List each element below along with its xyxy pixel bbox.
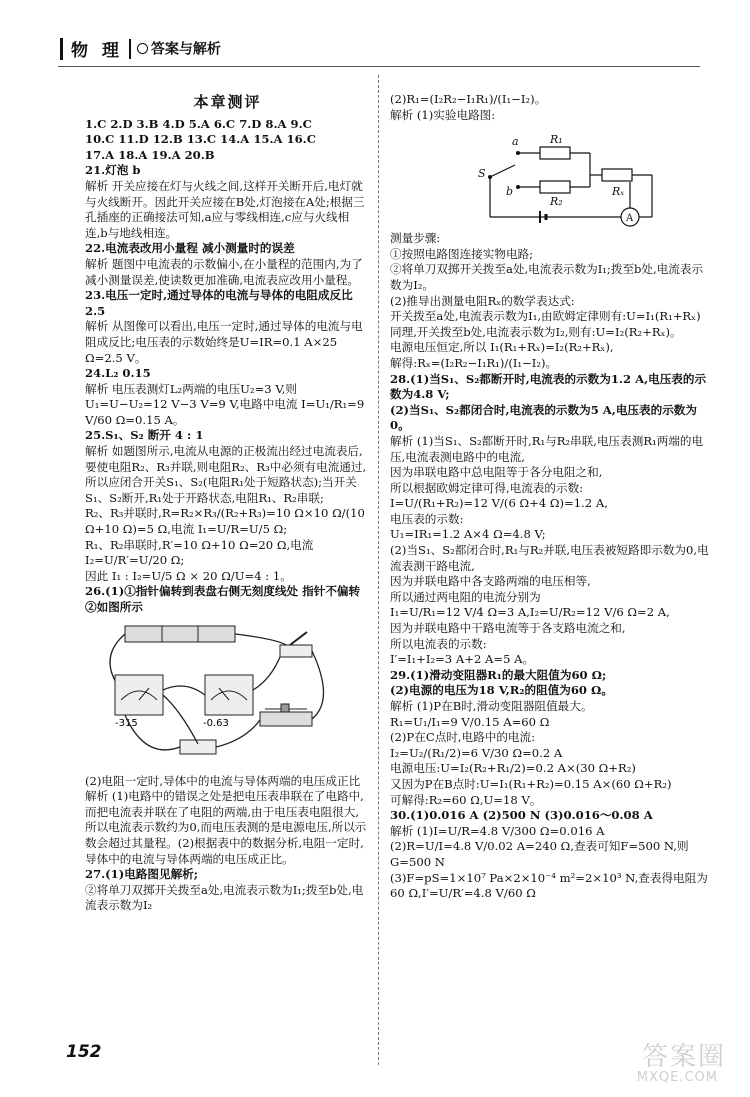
ammeter-icon (205, 675, 253, 715)
terminal-b-label: b (506, 185, 514, 199)
q29-explanation: 解析 (1)P在B时,滑动变阻器阻值最大。 (390, 699, 593, 713)
experiment-wiring-figure (85, 620, 355, 770)
derive-heading: (2)推导出测量电阻Rₓ的数学表达式: (390, 293, 575, 308)
header-bar (60, 38, 63, 60)
q29-result: 可解得:R₂=60 Ω,U=18 V。 (390, 792, 542, 807)
running-header (60, 36, 700, 64)
chapter-review-title: 本章测评 (193, 93, 262, 111)
q21-explanation: 解析 开关应接在灯与火线之间,这样开关断开后,电灯就与火线断开。因此开关应接在B处,灯泡接在A处;根据三孔插座的正确接法可知,a应与零线相连,c应与火线相连,b与地线相连。 (85, 178, 365, 240)
q22-answer: 22.电流表改用小量程 减小测量时的误差 (85, 241, 295, 256)
q27-explanation-heading: 解析 (1)实验电路图: (390, 107, 496, 122)
q30-explanation-2: (2)R=U/I=4.8 V/0.02 A=240 Ω,查表可知F=500 N,则G=500 N (390, 839, 689, 869)
q22-explanation: 解析 题图中电流表的示数偏小,在小量程的范围内,为了减小测量误差,使读数更加准确,电流表应改用小量程。 (85, 256, 363, 287)
page-number: 152 (66, 1042, 102, 1062)
q29-formula: I₂=U₂/(R₁/2)=6 V/30 Ω=0.2 A (390, 745, 563, 760)
measure-step-2: ②将单刀双掷开关拨至a处,电流表示数为I₁;拨至b处,电流表示数为I₂。 (390, 262, 704, 292)
measure-step-1: ①按照电路图连接实物电路; (390, 246, 534, 261)
ammeter-terminal-label: -0.63 (203, 717, 229, 729)
derive-equal: 电源电压恒定,所以 I₁(R₁+Rₓ)=I₂(R₂+Rₓ), (390, 340, 614, 355)
q27-step: ②将单刀双掷开关拨至a处,电流表示数为I₁;拨至b处,电流表示数为I₂ (85, 882, 364, 913)
ammeter-a-label: A (626, 213, 634, 225)
q30-explanation-1: 解析 (1)I=U/R=4.8 V/300 Ω=0.016 A (390, 823, 605, 838)
q29-line: (2)P在C点时,电路中的电流: (390, 730, 536, 745)
right-column (390, 92, 710, 902)
q24-answer: 24.L₂ 0.15 (85, 366, 151, 381)
answers-line-1: 1.C 2.D 3.B 4.D 5.A 6.C 7.D 8.A 9.C (85, 116, 312, 131)
q26-explanation: 解析 (1)电路中的错误之处是把电压表串联在了电路中,而把电流表并联在了电阻的两端,由于电压表电阻很大,所以电流表示数约为0,而电压表测的是电源电压,所以示数会超过其量程。(2)根据表中的数据分析,电阻一定时,导体中的电流与导体两端的电压成正比。 (85, 789, 367, 866)
answers-line-2: 10.C 11.D 12.B 13.C 14.A 15.A 16.C (85, 132, 316, 147)
q28-line: (2)当S₁、S₂都闭合时,R₁与R₂并联,电压表被短路即示数为0,电流表测干路电流, (390, 543, 709, 573)
answers-line-3: 17.A 18.A 19.A 20.B (85, 147, 215, 162)
q28-formula: I₁=U/R₁=12 V/4 Ω=3 A,I₂=U/R₂=12 V/6 Ω=2 A, (390, 605, 670, 620)
q27-formula: (2)R₁=(I₂R₂−I₁R₁)/(I₁−I₂)。 (390, 92, 547, 106)
watermark-logo: 答案圈 (641, 1042, 726, 1072)
q28-formula: I=U/(R₁+R₂)=12 V/(6 Ω+4 Ω)=1.2 A, (390, 496, 608, 511)
experiment-circuit-diagram (390, 127, 690, 227)
q28-line: 所以通过两电阻的电流分别为 (390, 589, 541, 604)
q23-answer: 23.电压一定时,通过导体的电流与导体的电阻成反比 2.5 (85, 288, 353, 318)
q28-answer-1: 28.(1)当S₁、S₂都断开时,电流表的示数为1.2 A,电压表的示数为4.8 V; (390, 371, 707, 402)
resistor-r2-label: R₂ (550, 195, 563, 209)
q28-formula: I′=I₁+I₂=3 A+2 A=5 A。 (390, 652, 535, 667)
switch-icon (280, 632, 312, 657)
header-subject: 物 理 (71, 41, 123, 61)
q28-line: 电压表的示数: (390, 511, 464, 526)
resistor-icon (180, 740, 216, 754)
q29-answer-2: (2)电源的电压为18 V,R₂的阻值为60 Ω。 (390, 683, 613, 698)
q28-answer-2: (2)当S₁、S₂都闭合时,电流表的示数为5 A,电压表的示数为0。 (390, 402, 697, 433)
terminal-a-label: a (512, 135, 519, 149)
q26-answer: 26.(1)①指针偏转到表盘右侧无刻度线处 指针不偏转 ②如图所示 (85, 584, 361, 614)
measure-steps-heading: 测量步骤: (390, 231, 441, 246)
rheostat-icon (260, 704, 312, 726)
q25-ratio: 因此 I₁ : I₂=U/5 Ω × 20 Ω/U=4 : 1。 (85, 568, 292, 583)
battery-icon (125, 626, 235, 642)
q27-answer: 27.(1)电路图见解析; (85, 867, 199, 882)
q29-answer-1: 29.(1)滑动变阻器R₁的最大阻值为60 Ω; (390, 667, 607, 682)
column-divider (378, 75, 379, 1065)
header-section: 答案与解析 (150, 41, 221, 58)
derive-b: 同理,开关拨至b处,电流表示数为I₂,则有:U=I₂(R₂+Rₓ)。 (390, 324, 682, 339)
q25-parallel: R₂、R₃并联时,R=R₂×R₃/(R₂+R₃)=10 Ω×10 Ω/(10 Ω+10 Ω)=5 Ω,电流 I₁=U/R=U/5 Ω; (85, 506, 365, 537)
left-column (85, 95, 370, 914)
header-circle-icon (137, 43, 148, 54)
derive-a: 开关拨至a处,电流表示数为I₁,由欧姆定律则有:U=I₁(R₁+Rₓ) (390, 309, 701, 324)
q29-formula: R₁=U₁/I₁=9 V/0.15 A=60 Ω (390, 714, 550, 729)
q26-part2: (2)电阻一定时,导体中的电流与导体两端的电压成正比 (85, 773, 361, 788)
q28-formula: U₁=IR₁=1.2 A×4 Ω=4.8 V; (390, 527, 546, 542)
header-separator (129, 39, 131, 59)
resistor-rx-label: Rₓ (612, 185, 625, 199)
q25-series: R₁、R₂串联时,R′=10 Ω+10 Ω=20 Ω,电流 I₂=U/R′=U/20 Ω; (85, 537, 314, 568)
resistor-r1-label: R₁ (550, 133, 563, 147)
q28-explanation: 解析 (1)当S₁、S₂都断开时,R₁与R₂串联,电压表测R₁两端的电压,电流表测电路中的电流, (390, 433, 704, 464)
q28-line: 所以电流表的示数: (390, 636, 487, 651)
voltmeter-terminal-label: -315 (115, 717, 138, 729)
q30-answer: 30.(1)0.016 A (2)500 N (3)0.016～0.08 A (390, 808, 653, 823)
q30-explanation-3: (3)F=pS=1×10⁷ Pa×2×10⁻⁴ m²=2×10³ N,查表得电阻为60 Ω,I′=U/R′=4.8 V/60 Ω (390, 870, 708, 901)
q21-answer: 21.灯泡 b (85, 163, 141, 178)
q24-explanation: 解析 电压表测灯L₂两端的电压U₂=3 V,则U₁=U−U₂=12 V−3 V=9 V,电路中电流 I=U₁/R₁=9 V/60 Ω=0.15 A。 (85, 381, 365, 427)
watermark-url: MXQE.COM (636, 1070, 718, 1085)
q23-explanation: 解析 从图像可以看出,电压一定时,通过导体的电流与电阻成反比;电压表的示数始终是U=IR=0.1 A×25 Ω=2.5 V。 (85, 319, 363, 365)
switch-s-label: S (478, 167, 486, 181)
q25-answer: 25.S₁、S₂ 断开 4 : 1 (85, 428, 204, 443)
q25-explanation: 解析 如题图所示,电流从电源的正极流出经过电流表后,要使电阻R₂、R₃并联,则电阻R₂、R₃中必须有电流通过,所以应闭合开关S₁、S₂(电阻R₁处于短路状态);当开关S₁、S₂断开,R₁处于开路状态,电阻R₁、R₂串联; (85, 444, 367, 505)
q28-line: 所以根据欧姆定律可得,电流表的示数: (390, 480, 584, 495)
derive-result: 解得:Rₓ=(I₂R₂−I₁R₁)/(I₁−I₂)。 (390, 355, 558, 370)
header-rule (58, 66, 700, 67)
q28-line: 因为并联电路中干路电流等于各支路电流之和, (390, 621, 626, 636)
q28-line: 因为串联电路中总电阻等于各分电阻之和, (390, 465, 603, 480)
voltmeter-icon (115, 675, 163, 715)
q29-formula: 又因为P在B点时:U=I₁(R₁+R₂)=0.15 A×(60 Ω+R₂) (390, 776, 672, 791)
q28-line: 因为并联电路中各支路两端的电压相等, (390, 574, 591, 589)
q29-formula: 电源电压:U=I₂(R₂+R₁/2)=0.2 A×(30 Ω+R₂) (390, 761, 636, 776)
